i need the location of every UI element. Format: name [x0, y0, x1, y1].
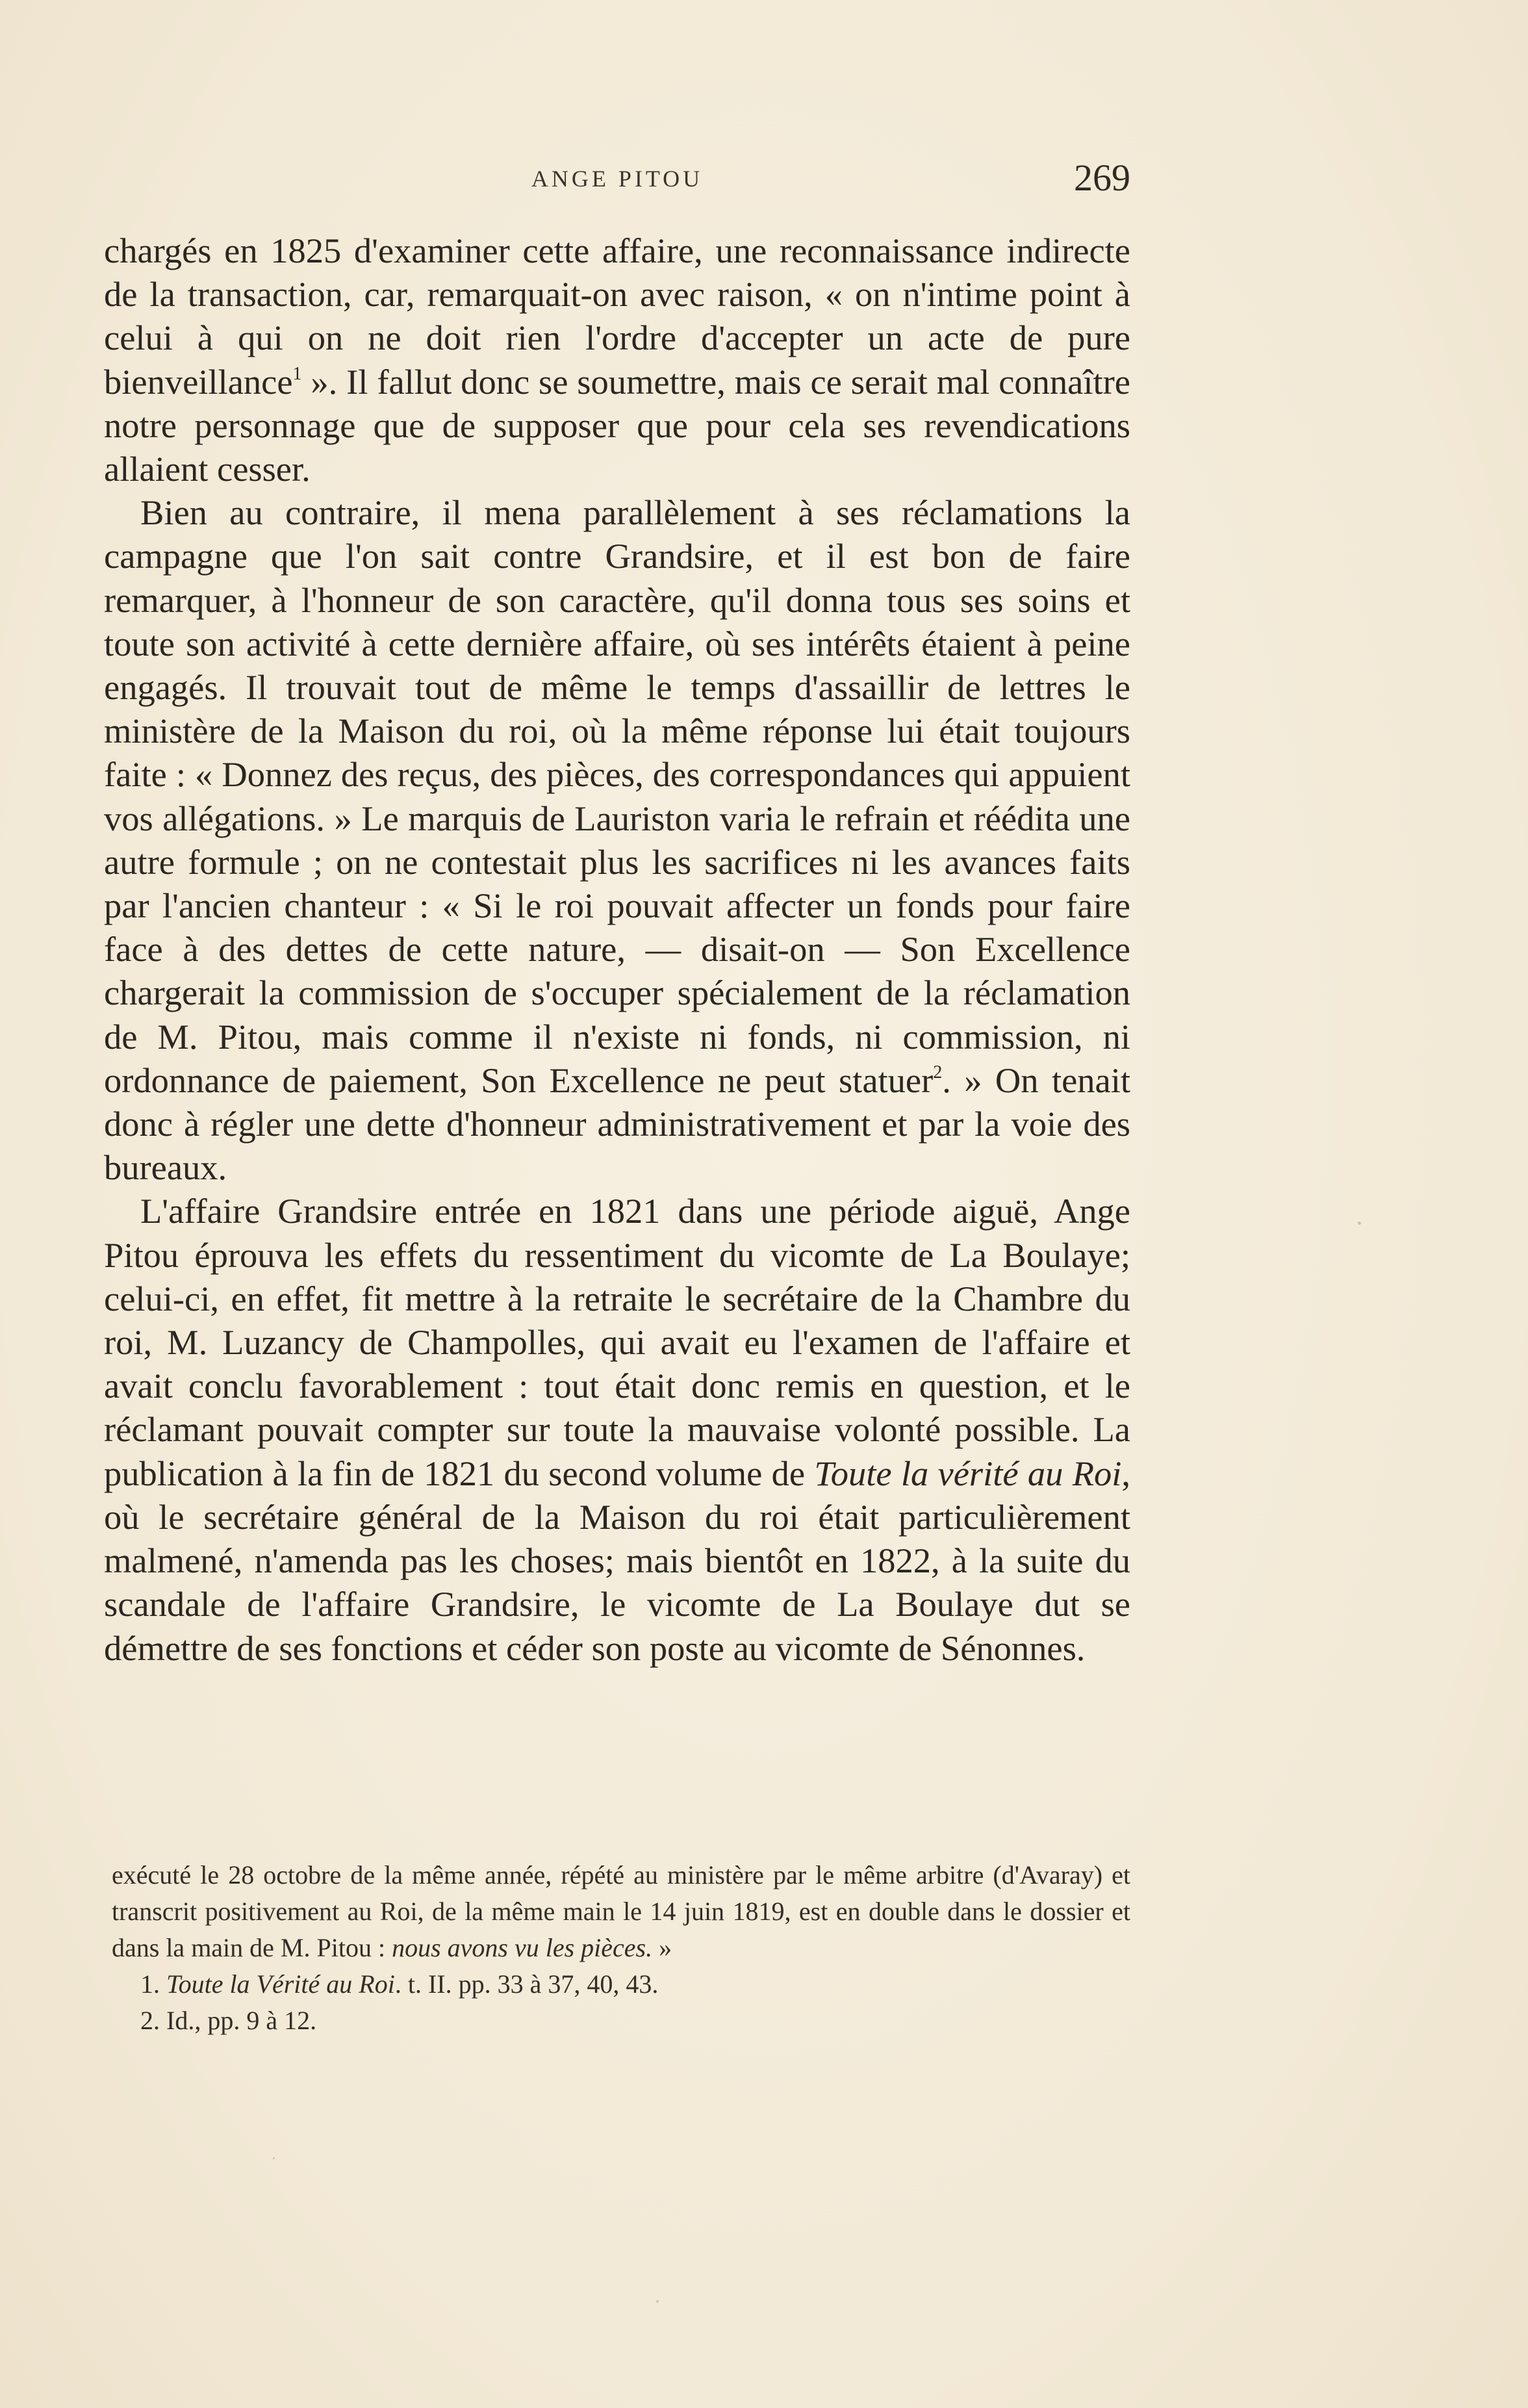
paragraph-1-text-a: chargés en 1825 d'examiner cette affaire, une reconnaissance indirecte de la transaction, car, remarquait-on avec raison, « on n'intime point à celui à qui on ne doit rien l'ordre d'accepter un acte de pure bienveillance — [104, 231, 1130, 402]
paper-speck — [656, 2300, 659, 2303]
footnote-2 — [112, 2003, 1130, 2039]
paragraph-2 — [104, 491, 1130, 1189]
footnote-continuation — [112, 1857, 1130, 1966]
footnote-1-number: 1. — [140, 1969, 160, 1999]
footnote-ref-2: 2 — [933, 1062, 943, 1082]
paragraph-3-text-b: , où le secrétaire général de la Maison du roi était particulièrement malmené, n'amenda pas les choses; mais bientôt en 1822, à la suite du scandale de l'affaire Grandsire, le vicomte de La Boulaye dut se démettre de ses fonctions et céder son poste au vicomte de Sénonnes. — [104, 1453, 1131, 1668]
paragraph-1 — [104, 229, 1130, 491]
paper-speck — [273, 2157, 275, 2159]
footnote-continuation-text: exécuté le 28 octobre de la même année, répété au ministère par le même arbitre (d'Avaray) et transcrit positivement au Roi, de la même main le 14 juin 1819, est en double dans le dossier et dans la main de M. Pitou : — [112, 1860, 1130, 1962]
footnotes — [112, 1857, 1130, 2039]
footnote-2-number: 2. — [140, 2006, 160, 2035]
footnote-1 — [112, 1966, 1130, 2003]
paragraph-2-text-b: . » On tenait donc à régler une dette d'honneur administrativement et par la voie des bureaux. — [104, 1060, 1131, 1188]
footnote-2-text: Id., pp. 9 à 12. — [166, 2006, 317, 2035]
body-text — [104, 229, 1130, 1670]
footnote-continuation-italic: nous avons vu les pièces. — [392, 1933, 653, 1962]
paper-speck — [1358, 1222, 1361, 1225]
footnote-1-text: . t. II. pp. 33 à 37, 40, 43. — [394, 1969, 659, 1999]
paragraph-2-text-a: Bien au contraire, il mena parallèlement à ses réclamations la campagne que l'on sait contre Grandsire, et il est bon de faire remarquer, à l'honneur de son caractère, qu'il donna tous ses soins et toute son activité à cette dernière affaire, où ses intérêts étaient à peine engagés. Il trouvait tout de même le temps d'assaillir de lettres le ministère de la Maison du roi, où la même réponse lui était toujours faite : « Donnez des reçus, des pièces, des correspondances qui appuient vos allégations. » Le marquis de Lauriston varia le refrain et réédita une autre formule ; on ne contestait plus les sacrifices ni les avances faits par l'ancien chanteur : « Si le roi pouvait affecter un fonds pour faire face à des dettes de cette nature, — disait-on — Son Excellence chargerait la commission de s'occuper spécialement de la réclamation de M. Pitou, mais comme il n'existe ni fonds, ni commission, ni ordonnance de paiement, Son Excellence ne peut statuer — [104, 493, 1130, 1100]
paragraph-3 — [104, 1189, 1130, 1669]
running-head — [104, 156, 1130, 201]
paragraph-3-text-a: L'affaire Grandsire entrée en 1821 dans une période aiguë, Ange Pitou éprouva les effets du ressentiment du vicomte de La Boulaye; celui-ci, en effet, fit mettre à la retraite le secrétaire de la Chambre du roi, M. Luzancy de Champolles, qui avait eu l'examen de l'affaire et avait conclu favorablement : tout était donc remis en question, et le réclamant pouvait compter sur toute la mauvaise volonté possible. La publication à la fin de 1821 du second volume de — [104, 1191, 1130, 1493]
footnote-ref-1: 1 — [292, 363, 302, 384]
footnote-continuation-end: » — [652, 1933, 672, 1962]
footnote-1-title: Toute la Vérité au Roi — [166, 1969, 395, 1999]
paragraph-1-text-b: ». Il fallut donc se soumettre, mais ce serait mal connaître notre personnage que de supposer que pour cela ses revendications allaient cesser. — [104, 361, 1130, 489]
book-title-italic: Toute la vérité au Roi — [814, 1453, 1122, 1493]
running-title: ANGE PITOU — [531, 166, 704, 192]
page-number: 269 — [1074, 157, 1130, 199]
